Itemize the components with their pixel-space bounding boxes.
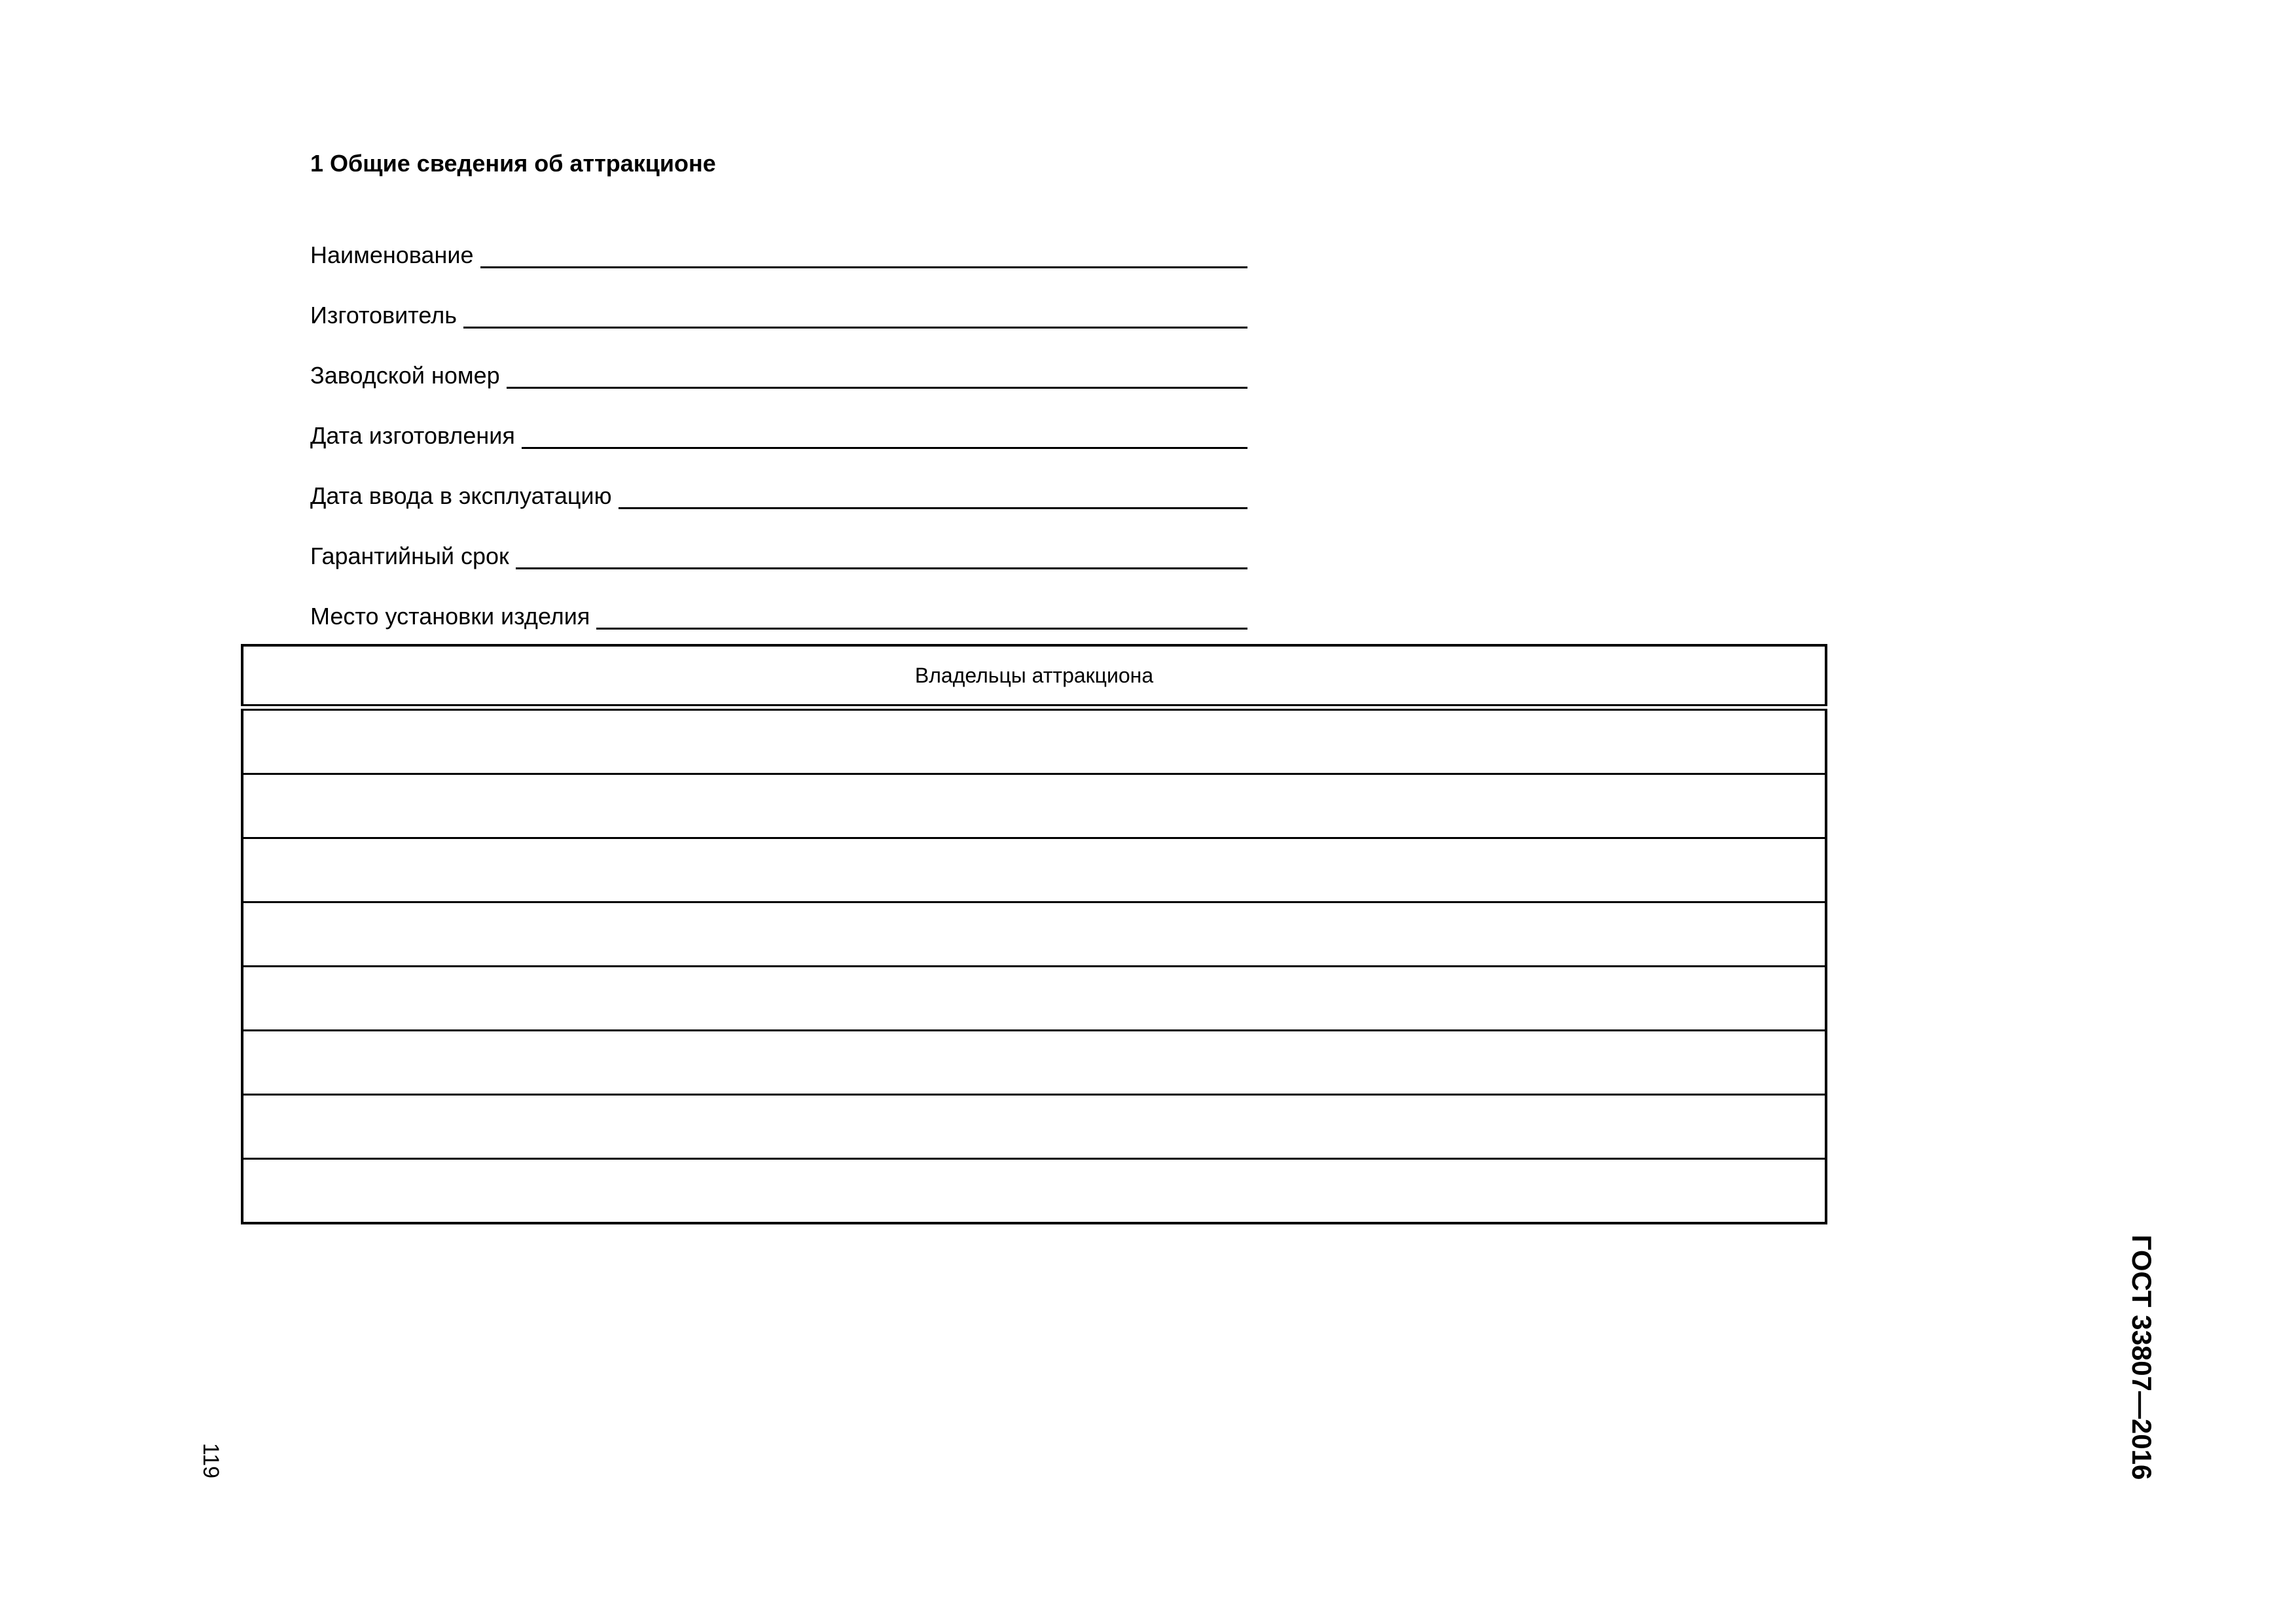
page-number-text: 119 — [198, 1442, 223, 1479]
table-row — [242, 1031, 1826, 1095]
field-label-manufacturer: Изготовитель — [310, 302, 457, 329]
owners-table — [241, 644, 1827, 1224]
field-warranty — [310, 510, 1247, 571]
owner-cell[interactable] — [242, 967, 1826, 1031]
field-blank-warranty[interactable] — [516, 543, 1247, 569]
field-blank-manufacture-date[interactable] — [522, 422, 1247, 449]
field-label-manufacture-date: Дата изготовления — [310, 422, 515, 449]
field-label-installation-place: Место установки изделия — [310, 603, 590, 630]
owner-cell[interactable] — [242, 707, 1826, 774]
field-blank-serial-number[interactable] — [507, 362, 1247, 389]
owners-table-header: Владельцы аттракциона — [242, 645, 1826, 707]
owner-cell[interactable] — [242, 1095, 1826, 1159]
field-blank-name[interactable] — [480, 241, 1247, 268]
owners-table-header-row — [242, 645, 1826, 707]
field-commissioning-date — [310, 450, 1247, 510]
field-manufacture-date — [310, 390, 1247, 450]
table-row — [242, 707, 1826, 774]
general-info-fields — [310, 209, 1247, 631]
document-code-text: ГОСТ 33807—2016 — [2126, 1234, 2157, 1480]
field-label-commissioning-date: Дата ввода в эксплуатацию — [310, 482, 612, 509]
table-row — [242, 1095, 1826, 1159]
field-installation-place — [310, 571, 1247, 631]
owner-cell[interactable] — [242, 1159, 1826, 1224]
owner-cell[interactable] — [242, 774, 1826, 838]
table-row — [242, 838, 1826, 902]
owner-cell[interactable] — [242, 902, 1826, 967]
table-row — [242, 774, 1826, 838]
table-row — [242, 1159, 1826, 1224]
field-blank-commissioning-date[interactable] — [619, 482, 1247, 509]
table-row — [242, 967, 1826, 1031]
field-blank-installation-place[interactable] — [596, 603, 1247, 630]
field-blank-manufacturer[interactable] — [463, 302, 1247, 329]
table-row — [242, 902, 1826, 967]
field-label-serial-number: Заводской номер — [310, 362, 500, 389]
field-label-name: Наименование — [310, 241, 474, 268]
owner-cell[interactable] — [242, 1031, 1826, 1095]
field-manufacturer — [310, 270, 1247, 330]
owner-cell[interactable] — [242, 838, 1826, 902]
section-title: 1 Общие сведения об аттракционе — [310, 150, 716, 177]
field-name — [310, 209, 1247, 270]
field-label-warranty: Гарантийный срок — [310, 543, 509, 569]
field-serial-number — [310, 330, 1247, 390]
